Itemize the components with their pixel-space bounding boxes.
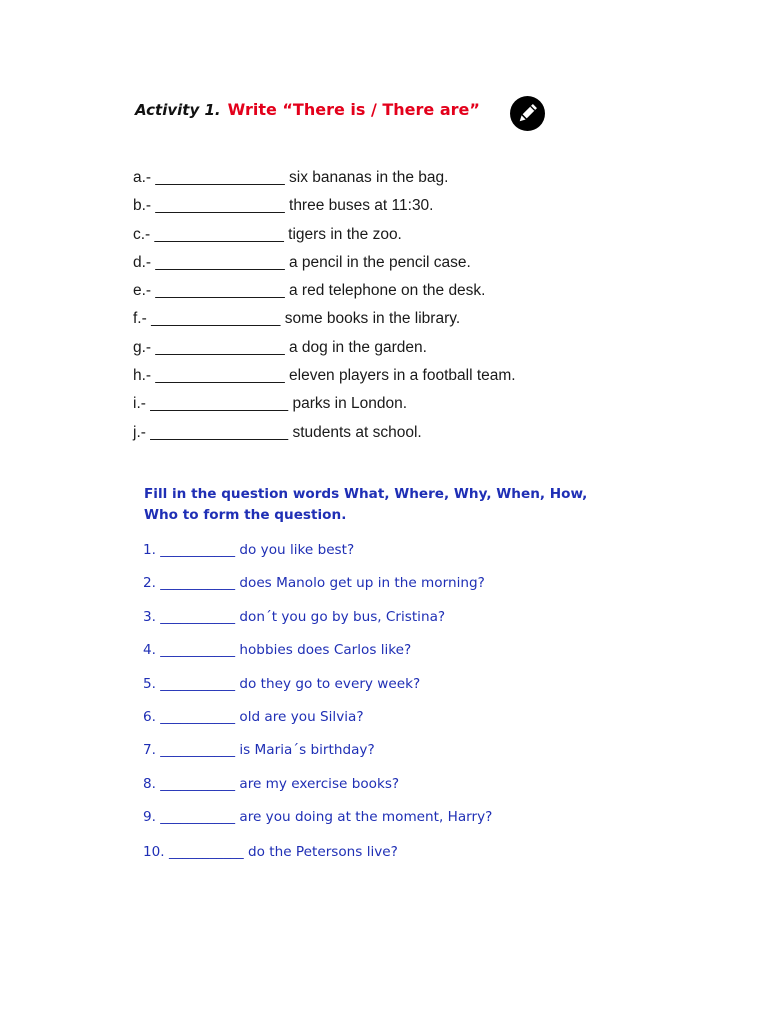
list-item: d.- _______________ a pencil in the pencil case. xyxy=(133,253,471,271)
list-item: f.- _______________ some books in the library. xyxy=(133,310,461,328)
list-item: 3. ___________ don´t you go by bus, Cristina? xyxy=(143,608,446,625)
list-item: b.- _______________ three buses at 11:30. xyxy=(133,197,434,215)
there-is-exercise-list xyxy=(133,168,516,451)
list-item: 10. ___________ do the Petersons live? xyxy=(143,843,398,860)
activity-title xyxy=(135,100,480,119)
list-item: j.- ________________ students at school. xyxy=(133,423,422,441)
pencil-icon xyxy=(510,96,545,131)
list-item: i.- ________________ parks in London. xyxy=(133,395,408,413)
list-item: h.- _______________ eleven players in a football team. xyxy=(133,367,516,385)
list-item: 8. ___________ are my exercise books? xyxy=(143,775,400,792)
question-words-heading: Fill in the question words What, Where, Why, When, How, Who to form the question. xyxy=(144,486,588,523)
list-item: 7. ___________ is Maria´s birthday? xyxy=(143,742,375,759)
list-item: 4. ___________ hobbies does Carlos like? xyxy=(143,642,412,659)
list-item: 2. ___________ does Manolo get up in the morning? xyxy=(143,575,485,592)
question-words-exercise-list xyxy=(143,541,492,876)
list-item: 1. ___________ do you like best? xyxy=(143,542,355,558)
activity-instruction: Write “There is / There are” xyxy=(227,100,480,119)
activity-label: Activity 1. xyxy=(135,100,221,119)
list-item: 5. ___________ do they go to every week? xyxy=(143,675,421,692)
list-item: a.- _______________ six bananas in the bag. xyxy=(133,169,449,186)
list-item: e.- _______________ a red telephone on the desk. xyxy=(133,282,486,300)
list-item: 9. ___________ are you doing at the moment, Harry? xyxy=(143,809,493,826)
list-item: c.- _______________ tigers in the zoo. xyxy=(133,225,402,243)
list-item: g.- _______________ a dog in the garden. xyxy=(133,338,427,356)
list-item: 6. ___________ old are you Silvia? xyxy=(143,708,364,725)
